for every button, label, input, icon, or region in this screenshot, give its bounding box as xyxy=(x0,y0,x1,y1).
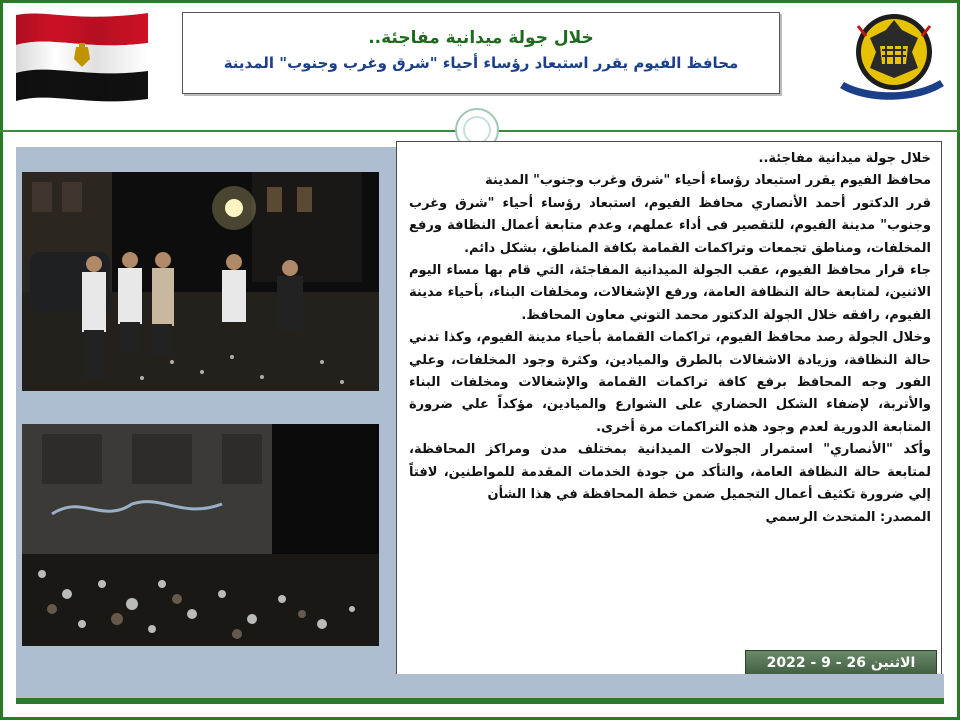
date-month: 9 xyxy=(821,655,831,671)
fayoum-governorate-logo-icon xyxy=(836,8,950,104)
article-box xyxy=(396,141,942,685)
date-separator: - xyxy=(835,655,842,671)
bottom-band xyxy=(16,674,944,698)
article-paragraph: وخلال الجولة رصد محافظ الفيوم، تراكمات القمامة بأحياء مدينة الفيوم، وكذا تدني حالة النظافة، وزيادة الاشغالات بالطرق والميادين، وكثرة وجود المخلفات، وعلي الفور وجه المحافظ برفع كافة تراكمات القمامة والإشغالات ومخلفات البناء والأتربة، لإضفاء الشكل الحضاري على الشوارع والميادين، مؤكداً علي ضرورة المتابعة الدورية لعدم وجود هذه التراكمات مرة أخرى. xyxy=(409,330,931,435)
article-source: المصدر: المتحدث الرسمي xyxy=(765,509,931,525)
photo-officials-inspection xyxy=(22,172,379,391)
article-paragraph: وأكد "الأنصاري" استمرار الجولات الميدانية بمختلف مدن ومراكز المحافظة، لمتابعة حالة النظافة العامة، والتأكد من جودة الخدمات المقدمة للمواطنين، لافتاً إلي ضرورة تكثيف أعمال التجميل ضمن خطة المحافظة في هذا الشأن xyxy=(409,442,931,503)
subheadline: محافظ الفيوم يقرر استبعاد رؤساء أحياء "شرق وغرب وجنوب" المدينة xyxy=(223,54,739,72)
article-paragraph: خلال جولة ميدانية مفاجئة.. xyxy=(758,151,931,166)
article-paragraph: جاء قرار محافظ الفيوم، عقب الجولة الميدانية المفاجئة، التي قام بها مساء اليوم الاثنين، لمتابعة حالة النظافة العامة، ورفع الإشغالات، ومخلفات البناء، بأحياء مدينة الفيوم، رافقه خلال الجولة الدكتور محمد التوني معاون المحافظ. xyxy=(409,263,931,323)
bottom-green-line xyxy=(16,698,944,704)
photo-garbage-street xyxy=(22,424,379,646)
date-day: 26 xyxy=(846,655,866,671)
article-paragraph: قرر الدكتور أحمد الأنصاري محافظ الفيوم، استبعاد رؤساء أحياء "شرق وغرب وجنوب" مدينة الفيوم، للتقصير فى أداء عملهم، وعدم متابعة أعمال النظافة ورفع المخلفات، ومناطق تجمعات وتراكمات القمامة بكافة المناطق، بشكل دائم. xyxy=(409,195,931,256)
date-badge xyxy=(745,650,937,677)
egypt-flag-icon xyxy=(16,9,148,103)
date-separator: - xyxy=(810,655,817,671)
article-text xyxy=(409,148,931,529)
date-day-name: الاثنين xyxy=(870,655,916,671)
date-year: 2022 xyxy=(766,655,806,671)
headline: خلال جولة ميدانية مفاجئة.. xyxy=(368,28,594,48)
title-box xyxy=(182,12,780,94)
article-paragraph: محافظ الفيوم يقرر استبعاد رؤساء أحياء "شرق وغرب وجنوب" المدينة xyxy=(485,173,931,189)
